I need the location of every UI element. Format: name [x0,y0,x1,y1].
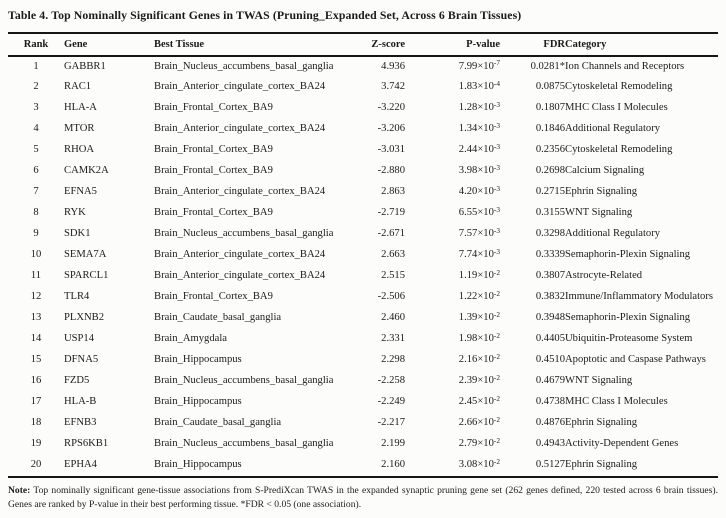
cell-rank: 12 [30,291,42,303]
cell-pvalue: $2.44\times 10^{-3}$ [458,141,500,156]
cell-fdr: 0.1807 [535,102,565,114]
cell-pvalue: $3.08\times 10^{-2}$ [458,456,500,471]
cell-zscore: 4.936 [381,60,405,72]
cell-fdr: 0.4405 [535,333,565,345]
pvalue-exponent: -3 [493,246,500,256]
cell-rank: 10 [30,249,42,261]
cell-rank: 4 [33,123,39,135]
cell-rank: 3 [33,102,39,114]
table-header [8,34,718,56]
cell-rank: 6 [33,165,39,177]
cell-category: WNT Signaling [565,207,633,219]
cell-pvalue: $2.66\times 10^{-2}$ [458,414,500,429]
table-row [8,266,718,287]
cell-gene: RAC1 [64,81,92,93]
cell-rank: 11 [30,270,42,282]
cell-best-tissue: Brain_Frontal_Cortex_BA9 [154,144,273,156]
pvalue-exponent: -3 [493,162,500,172]
table-row [8,161,718,182]
cell-rank: 13 [30,312,42,324]
cell-rank: 5 [33,144,39,156]
cell-pvalue: $1.83\times 10^{-4}$ [458,78,500,93]
table-row [8,98,718,119]
table-row [8,350,718,371]
table-row [8,119,718,140]
cell-category: Additional Regulatory [565,123,661,135]
twas-gene-table [8,34,718,476]
cell-gene: SDK1 [64,228,91,240]
cell-gene: MTOR [64,123,95,135]
cell-zscore: -2.880 [377,165,405,177]
cell-fdr: 0.5127 [535,459,565,471]
cell-rank: 1 [33,60,39,72]
cell-best-tissue: Brain_Frontal_Cortex_BA9 [154,207,273,219]
cell-best-tissue: Brain_Anterior_cingulate_cortex_BA24 [154,270,326,282]
cell-fdr: 0.0281* [530,60,565,72]
cell-rank: 14 [30,333,42,345]
pvalue-exponent: -2 [493,309,500,319]
cell-gene: GABBR1 [64,60,106,72]
cell-pvalue: $1.39\times 10^{-2}$ [458,309,500,324]
cell-gene: CAMK2A [64,165,109,177]
cell-category: Calcium Signaling [565,165,645,177]
cell-zscore: -2.258 [377,375,405,387]
pvalue-exponent: -3 [493,183,500,193]
pvalue-exponent: -2 [493,435,500,445]
cell-best-tissue: Brain_Anterior_cingulate_cortex_BA24 [154,123,326,135]
table-row [8,224,718,245]
cell-gene: EPHA4 [64,459,97,471]
cell-best-tissue: Brain_Nucleus_accumbens_basal_ganglia [154,438,334,450]
cell-best-tissue: Brain_Amygdala [154,333,227,345]
table-body [8,56,718,476]
cell-fdr: 0.3807 [535,270,565,282]
table-row [8,455,718,476]
cell-category: WNT Signaling [565,375,633,387]
cell-category: Cytoskeletal Remodeling [565,144,673,156]
cell-fdr: 0.1846 [535,123,565,135]
note-label: Note: [8,485,31,496]
cell-category: Cytoskeletal Remodeling [565,81,673,93]
cell-best-tissue: Brain_Anterior_cingulate_cortex_BA24 [154,186,326,198]
pvalue-exponent: -2 [493,456,500,466]
col-header-pvalue: P-value [405,34,500,56]
cell-best-tissue: Brain_Hippocampus [154,354,242,366]
cell-rank: 20 [30,459,42,471]
pvalue-exponent: -3 [493,120,500,130]
cell-best-tissue: Brain_Frontal_Cortex_BA9 [154,102,273,114]
cell-gene: PLXNB2 [64,312,105,324]
cell-best-tissue: Brain_Anterior_cingulate_cortex_BA24 [154,249,326,261]
cell-gene: SPARCL1 [64,270,109,282]
cell-category: Activity-Dependent Genes [565,438,679,450]
table-row [8,77,718,98]
cell-pvalue: $3.98\times 10^{-3}$ [458,162,500,177]
cell-best-tissue: Brain_Nucleus_accumbens_basal_ganglia [154,375,334,387]
cell-pvalue: $7.57\times 10^{-3}$ [458,225,500,240]
cell-pvalue: $2.79\times 10^{-2}$ [458,435,500,450]
table-row [8,392,718,413]
cell-best-tissue: Brain_Frontal_Cortex_BA9 [154,291,273,303]
cell-gene: HLA-B [64,396,97,408]
cell-category: Immune/Inflammatory Modulators [565,291,713,303]
table-row [8,182,718,203]
cell-best-tissue: Brain_Hippocampus [154,396,242,408]
cell-rank: 7 [33,186,39,198]
pvalue-exponent: -2 [493,393,500,403]
cell-gene: EFNA5 [64,186,97,198]
cell-category: Astrocyte-Related [565,270,643,282]
cell-gene: RYK [64,207,86,219]
table-note [8,478,718,512]
cell-zscore: -2.506 [377,291,405,303]
note-text: Top nominally significant gene-tissue associations from S-PrediXcan TWAS in the expanded synaptic pruning gene set (262 genes defined, 220 tested across 6 brain tissues). Genes are ranked by P-value in their best performing tissue. *FDR < 0.05 (one association). [8,485,718,510]
cell-zscore: 2.460 [381,312,405,324]
col-header-tissue: Best Tissue [154,34,364,56]
cell-pvalue: $2.16\times 10^{-2}$ [458,351,500,366]
table-row [8,371,718,392]
table-row [8,329,718,350]
cell-best-tissue: Brain_Caudate_basal_ganglia [154,312,282,324]
cell-gene: USP14 [64,333,95,345]
pvalue-exponent: -2 [493,372,500,382]
cell-fdr: 0.3339 [535,249,565,261]
cell-category: Ephrin Signaling [565,417,638,429]
cell-zscore: -2.719 [377,207,405,219]
cell-best-tissue: Brain_Caudate_basal_ganglia [154,417,282,429]
cell-zscore: 3.742 [381,81,405,93]
cell-category: Ion Channels and Receptors [565,60,685,72]
cell-rank: 15 [30,354,42,366]
table-row [8,56,718,77]
cell-fdr: 0.4738 [535,396,565,408]
cell-fdr: 0.4876 [535,417,565,429]
pvalue-exponent: -7 [493,58,500,68]
cell-zscore: -2.671 [377,228,405,240]
table-title: Table 4. Top Nominally Significant Genes in TWAS (Pruning_Expanded Set, Across 6 Brain Tissues) [8,8,522,22]
cell-rank: 2 [33,81,39,93]
cell-pvalue: $2.39\times 10^{-2}$ [458,372,500,387]
cell-zscore: 2.298 [381,354,405,366]
cell-pvalue: $4.20\times 10^{-3}$ [458,183,500,198]
table-row [8,308,718,329]
cell-category: Semaphorin-Plexin Signaling [565,249,691,261]
cell-gene: SEMA7A [64,249,107,261]
cell-zscore: 2.160 [381,459,405,471]
cell-pvalue: $1.28\times 10^{-3}$ [458,99,500,114]
cell-pvalue: $7.99\times 10^{-7}$ [458,58,500,72]
cell-best-tissue: Brain_Frontal_Cortex_BA9 [154,165,273,177]
cell-category: MHC Class I Molecules [565,396,668,408]
cell-zscore: 2.515 [381,270,405,282]
cell-best-tissue: Brain_Nucleus_accumbens_basal_ganglia [154,60,334,72]
pvalue-exponent: -3 [493,225,500,235]
col-header-fdr: FDR [500,34,565,56]
cell-fdr: 0.3298 [535,228,565,240]
table-row [8,245,718,266]
col-header-gene: Gene [64,34,154,56]
cell-zscore: 2.199 [381,438,405,450]
cell-pvalue: $1.22\times 10^{-2}$ [458,288,500,303]
cell-fdr: 0.3832 [535,291,565,303]
pvalue-exponent: -3 [493,141,500,151]
cell-fdr: 0.4943 [535,438,565,450]
cell-pvalue: $1.34\times 10^{-3}$ [458,120,500,135]
cell-category: Ubiquitin-Proteasome System [565,333,693,345]
cell-pvalue: $6.55\times 10^{-3}$ [458,204,500,219]
cell-category: Semaphorin-Plexin Signaling [565,312,691,324]
cell-rank: 18 [30,417,42,429]
cell-zscore: 2.331 [381,333,405,345]
cell-rank: 16 [30,375,42,387]
table-row [8,140,718,161]
cell-fdr: 0.4679 [535,375,565,387]
cell-rank: 19 [30,438,42,450]
cell-zscore: -2.217 [377,417,405,429]
cell-gene: FZD5 [64,375,90,387]
pvalue-exponent: -3 [493,204,500,214]
cell-category: Ephrin Signaling [565,459,638,471]
cell-fdr: 0.0875 [535,81,565,93]
cell-zscore: -3.031 [377,144,405,156]
table-row [8,287,718,308]
cell-rank: 9 [33,228,39,240]
cell-fdr: 0.2698 [535,165,565,177]
cell-fdr: 0.4510 [535,354,565,366]
header-row [8,34,718,56]
pvalue-exponent: -2 [493,267,500,277]
cell-gene: HLA-A [64,102,97,114]
cell-fdr: 0.3155 [535,207,565,219]
cell-best-tissue: Brain_Nucleus_accumbens_basal_ganglia [154,228,334,240]
cell-category: Apoptotic and Caspase Pathways [565,354,706,366]
col-header-zscore: Z-score [364,34,405,56]
pvalue-exponent: -3 [493,99,500,109]
col-header-rank: Rank [8,34,64,56]
cell-category: Ephrin Signaling [565,186,638,198]
cell-best-tissue: Brain_Anterior_cingulate_cortex_BA24 [154,81,326,93]
cell-best-tissue: Brain_Hippocampus [154,459,242,471]
pvalue-exponent: -4 [493,78,500,88]
cell-zscore: 2.663 [381,249,405,261]
cell-zscore: -2.249 [377,396,405,408]
pvalue-exponent: -2 [493,288,500,298]
cell-zscore: 2.863 [381,186,405,198]
cell-zscore: -3.206 [377,123,405,135]
cell-pvalue: $1.98\times 10^{-2}$ [458,330,500,345]
cell-category: MHC Class I Molecules [565,102,668,114]
pvalue-exponent: -2 [493,330,500,340]
cell-fdr: 0.2715 [535,186,565,198]
col-header-category: Category [565,34,718,56]
cell-zscore: -3.220 [377,102,405,114]
cell-gene: RPS6KB1 [64,438,109,450]
cell-category: Additional Regulatory [565,228,661,240]
cell-pvalue: $7.74\times 10^{-3}$ [458,246,500,261]
cell-gene: RHOA [64,144,95,156]
cell-fdr: 0.3948 [535,312,565,324]
pvalue-exponent: -2 [493,414,500,424]
cell-pvalue: $1.19\times 10^{-2}$ [458,267,500,282]
table-row [8,434,718,455]
cell-gene: TLR4 [64,291,90,303]
cell-rank: 17 [30,396,42,408]
cell-gene: EFNB3 [64,417,97,429]
cell-rank: 8 [33,207,39,219]
pvalue-exponent: -2 [493,351,500,361]
cell-pvalue: $2.45\times 10^{-2}$ [458,393,500,408]
cell-gene: DFNA5 [64,354,99,366]
table-row [8,203,718,224]
cell-fdr: 0.2356 [535,144,565,156]
table-row [8,413,718,434]
